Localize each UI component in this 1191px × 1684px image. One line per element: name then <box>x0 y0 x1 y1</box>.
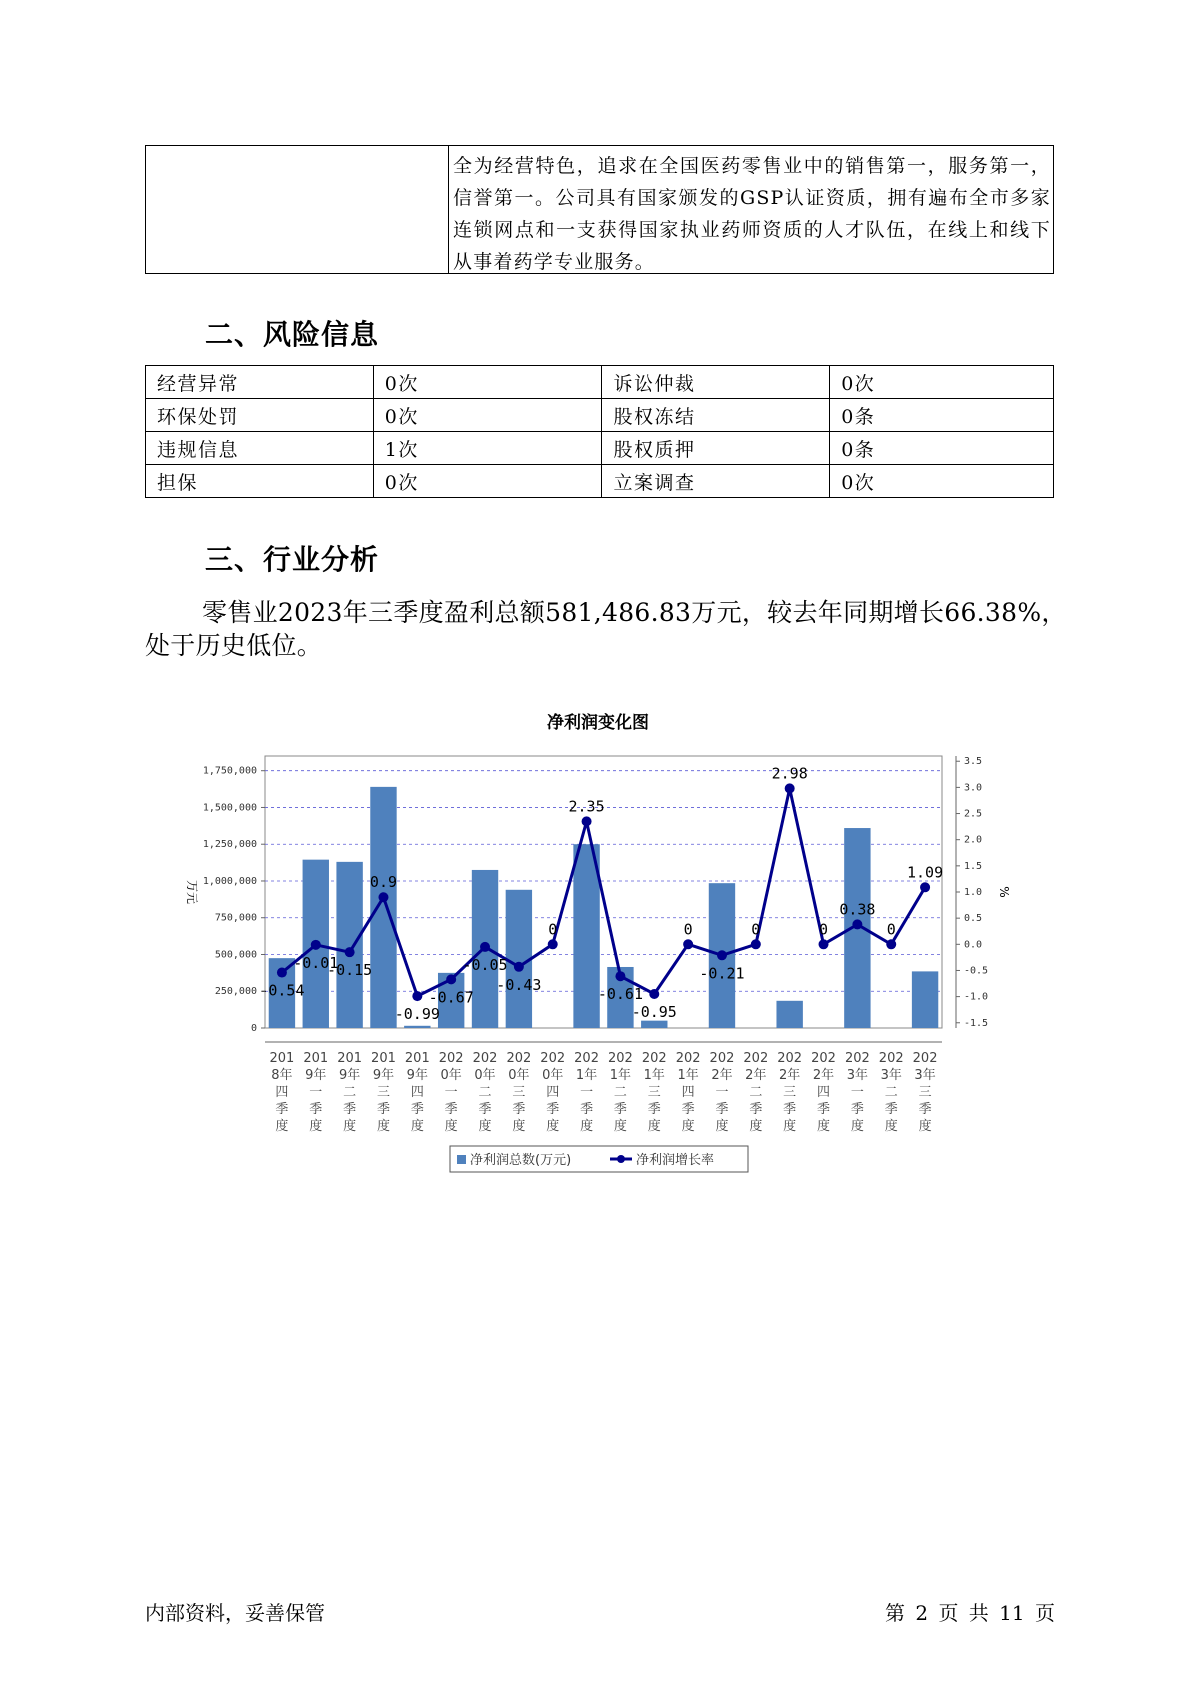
x-tick-label: 201 <box>303 1051 329 1066</box>
x-tick-label: 三 <box>647 1085 661 1100</box>
y2-tick-label: 0.0 <box>964 939 983 951</box>
x-tick-label: 0年 <box>474 1068 496 1083</box>
growth-point <box>852 919 862 929</box>
x-tick-label: 度 <box>546 1119 560 1134</box>
growth-point <box>345 947 355 957</box>
x-tick-label: 度 <box>580 1119 594 1134</box>
x-tick-label: 季 <box>309 1102 323 1117</box>
company-intro-table <box>145 145 1054 274</box>
x-tick-label: 二 <box>749 1085 763 1100</box>
x-tick-label: 2年 <box>779 1068 801 1083</box>
risk-label: 诉讼仲裁 <box>602 366 830 399</box>
x-tick-label: 度 <box>444 1119 458 1134</box>
x-tick-label: 度 <box>376 1119 390 1134</box>
growth-data-label: -0.15 <box>327 961 373 980</box>
y2-tick-label: 2.0 <box>964 834 983 846</box>
growth-point <box>548 939 558 949</box>
x-tick-label: 0年 <box>542 1068 564 1083</box>
x-tick-label: 3年 <box>914 1068 936 1083</box>
risk-label: 股权冻结 <box>602 399 830 432</box>
x-tick-label: 0年 <box>508 1068 530 1083</box>
growth-data-label: 2.35 <box>568 797 605 816</box>
x-tick-label: 四 <box>817 1085 831 1100</box>
growth-data-label: -0.01 <box>293 953 339 972</box>
x-tick-label: 季 <box>478 1102 492 1117</box>
y2-tick-label: 2.5 <box>964 808 983 820</box>
table-row <box>146 399 1054 432</box>
bar <box>641 1021 667 1028</box>
x-tick-label: 季 <box>647 1102 661 1117</box>
x-tick-label: 9年 <box>372 1068 395 1083</box>
legend-bar-swatch <box>457 1155 466 1164</box>
chart-title: 净利润变化图 <box>547 713 649 733</box>
growth-data-label: 0 <box>548 920 558 939</box>
x-tick-label: 四 <box>546 1085 560 1100</box>
x-tick-label: 季 <box>580 1102 594 1117</box>
growth-data-label: -0.21 <box>699 964 745 983</box>
x-tick-label: 度 <box>512 1119 526 1134</box>
x-tick-label: 1年 <box>575 1068 598 1083</box>
growth-point <box>649 989 659 999</box>
x-tick-label: 202 <box>844 1051 870 1066</box>
bar <box>776 1001 802 1028</box>
y-tick-label: 1,250,000 <box>202 839 257 851</box>
x-tick-label: 202 <box>777 1051 803 1066</box>
growth-data-label: -0.95 <box>631 1003 677 1021</box>
growth-data-label: 0 <box>751 920 761 939</box>
page-number: 第 2 页 共 11 页 <box>885 1601 1055 1625</box>
table-row <box>146 432 1054 465</box>
y-tick-label: 1,750,000 <box>202 765 257 777</box>
growth-data-label: 0 <box>819 920 829 939</box>
risk-value: 0次 <box>373 399 602 432</box>
x-tick-label: 季 <box>512 1102 526 1117</box>
x-tick-label: 2年 <box>711 1068 733 1083</box>
x-tick-label: 季 <box>410 1102 424 1117</box>
growth-point <box>277 968 287 978</box>
x-tick-label: 2年 <box>812 1068 835 1083</box>
x-tick-label: 202 <box>506 1051 532 1066</box>
x-tick-label: 度 <box>850 1119 864 1134</box>
x-tick-label: 季 <box>275 1102 289 1117</box>
risk-value: 0条 <box>830 399 1054 432</box>
growth-point <box>920 882 930 892</box>
bar <box>370 787 396 1028</box>
x-tick-label: 202 <box>878 1051 904 1066</box>
growth-point <box>615 971 625 981</box>
bar <box>912 971 938 1028</box>
x-tick-label: 度 <box>681 1119 695 1134</box>
x-tick-label: 202 <box>540 1051 566 1066</box>
growth-data-label: 0.38 <box>839 900 876 919</box>
growth-data-label: -0.61 <box>597 985 644 1004</box>
y-tick-label: 1,500,000 <box>202 802 257 814</box>
risk-label: 环保处罚 <box>146 399 374 432</box>
growth-point <box>751 939 761 949</box>
x-tick-label: 202 <box>472 1051 498 1066</box>
x-tick-label: 二 <box>613 1085 627 1100</box>
y-tick-label: 750,000 <box>214 912 257 924</box>
x-tick-label: 度 <box>884 1119 898 1134</box>
x-tick-label: 0年 <box>440 1068 462 1083</box>
risk-value: 0次 <box>830 465 1054 498</box>
legend-line-label: 净利润增长率 <box>636 1153 715 1168</box>
x-tick-label: 度 <box>613 1119 627 1134</box>
x-tick-label: 度 <box>343 1119 357 1134</box>
industry-section-heading: 三、行业分析 <box>205 543 380 576</box>
table-row <box>146 465 1054 498</box>
x-tick-label: 季 <box>850 1102 864 1117</box>
legend-line-marker <box>617 1155 625 1163</box>
x-tick-label: 9年 <box>305 1068 327 1083</box>
x-tick-label: 季 <box>749 1102 763 1117</box>
x-tick-label: 季 <box>444 1102 458 1117</box>
y-tick-label: 250,000 <box>214 986 257 998</box>
x-tick-label: 202 <box>743 1051 769 1066</box>
x-tick-label: 四 <box>410 1085 424 1100</box>
y2-tick-label: 3.5 <box>964 756 983 768</box>
growth-data-label: -0.05 <box>462 955 508 974</box>
growth-point <box>819 939 829 949</box>
table-row <box>146 366 1054 399</box>
x-tick-label: 度 <box>309 1119 323 1134</box>
y2-tick-label: 1.0 <box>964 887 983 898</box>
growth-data-label: 0 <box>886 920 896 939</box>
x-tick-label: 201 <box>404 1051 430 1066</box>
x-tick-label: 三 <box>512 1085 526 1100</box>
x-tick-label: 1年 <box>677 1068 699 1083</box>
intro-table-label-cell <box>146 146 449 273</box>
risk-value: 0次 <box>373 465 602 498</box>
x-tick-label: 度 <box>715 1119 729 1134</box>
growth-data-label: 2.98 <box>771 764 808 783</box>
x-tick-label: 202 <box>438 1051 464 1066</box>
bar <box>336 862 362 1028</box>
x-tick-label: 9年 <box>338 1068 361 1083</box>
growth-data-label: -0.67 <box>428 988 474 1007</box>
x-tick-label: 201 <box>371 1051 396 1066</box>
y2-tick-label: -0.5 <box>964 965 989 977</box>
x-tick-label: 三 <box>783 1085 797 1100</box>
x-tick-label: 二 <box>884 1085 898 1100</box>
x-tick-label: 一 <box>580 1085 594 1100</box>
x-tick-label: 二 <box>478 1085 492 1100</box>
y2-tick-label: -1.0 <box>964 991 989 1003</box>
x-tick-label: 201 <box>337 1051 363 1066</box>
x-tick-label: 三 <box>376 1085 390 1100</box>
x-tick-label: 一 <box>850 1085 864 1100</box>
x-tick-label: 季 <box>613 1102 627 1117</box>
x-tick-label: 202 <box>675 1051 701 1066</box>
x-tick-label: 一 <box>309 1085 323 1100</box>
x-tick-label: 季 <box>918 1102 932 1117</box>
company-intro-text: 全为经营特色，追求在全国医药零售业中的销售第一，服务第一，信誉第一。公司具有国家颁发的GSP认证资质，拥有遍布全市多家连锁网点和一支获得国家执业药师资质的人才队伍，在线上和线下从事着药学专业服务。 <box>453 155 1051 273</box>
y2-tick-label: -1.5 <box>964 1017 989 1029</box>
risk-label: 股权质押 <box>602 432 830 465</box>
growth-point <box>717 950 727 960</box>
x-tick-label: 度 <box>817 1119 831 1134</box>
risk-label: 违规信息 <box>146 432 374 465</box>
x-tick-label: 季 <box>884 1102 898 1117</box>
growth-point <box>378 892 388 902</box>
growth-point <box>886 939 896 949</box>
x-tick-label: 3年 <box>880 1068 902 1083</box>
growth-point <box>311 940 321 950</box>
x-tick-label: 度 <box>410 1119 424 1134</box>
risk-value: 0条 <box>830 432 1054 465</box>
x-tick-label: 季 <box>817 1102 831 1117</box>
bar <box>404 1026 430 1028</box>
industry-paragraph: 零售业2023年三季度盈利总额581,486.83万元，较去年同期增长66.38%，处于历史低位。 <box>145 598 1067 660</box>
x-tick-label: 度 <box>478 1119 492 1134</box>
x-tick-label: 四 <box>681 1085 695 1100</box>
risk-label: 担保 <box>146 465 374 498</box>
x-tick-label: 1年 <box>643 1068 665 1083</box>
growth-point <box>480 942 490 952</box>
x-tick-label: 季 <box>783 1102 797 1117</box>
x-tick-label: 202 <box>574 1051 599 1066</box>
growth-data-label: 0.9 <box>369 873 398 892</box>
x-tick-label: 1年 <box>609 1068 632 1083</box>
x-tick-label: 季 <box>546 1102 560 1117</box>
y-tick-label: 1,000,000 <box>202 875 257 887</box>
x-tick-label: 202 <box>709 1051 735 1066</box>
x-tick-label: 一 <box>444 1085 458 1100</box>
x-tick-label: 201 <box>269 1051 295 1066</box>
chart-legend <box>450 1146 748 1172</box>
growth-point <box>412 991 422 1001</box>
x-tick-label: 9年 <box>406 1068 428 1083</box>
x-tick-label: 202 <box>641 1051 667 1066</box>
growth-point <box>446 974 456 984</box>
bar <box>573 844 599 1028</box>
legend-bar-label: 净利润总数(万元) <box>470 1153 572 1168</box>
x-tick-label: 四 <box>275 1085 289 1100</box>
x-tick-label: 三 <box>918 1085 932 1100</box>
risk-label: 立案调查 <box>602 465 830 498</box>
footer-confidential-note: 内部资料，妥善保管 <box>145 1601 325 1625</box>
y-axis-label: 万元 <box>185 879 199 905</box>
x-tick-label: 度 <box>918 1119 932 1134</box>
x-tick-label: 8年 <box>271 1068 293 1083</box>
y2-tick-label: 0.5 <box>964 913 983 925</box>
growth-point <box>514 962 524 972</box>
y-tick-label: 500,000 <box>214 949 257 961</box>
risk-section-heading: 二、风险信息 <box>205 318 380 351</box>
growth-point <box>582 816 592 826</box>
x-tick-label: 度 <box>783 1119 797 1134</box>
x-tick-label: 2年 <box>745 1068 767 1083</box>
x-tick-label: 度 <box>275 1119 289 1134</box>
y-tick-label: 0 <box>250 1023 257 1034</box>
growth-data-label: -0.43 <box>496 975 542 994</box>
x-tick-label: 一 <box>715 1085 729 1100</box>
y2-tick-label: 3.0 <box>964 782 983 794</box>
x-tick-label: 202 <box>912 1051 938 1066</box>
risk-value: 0次 <box>373 366 602 399</box>
y2-axis-label: % <box>997 886 1011 898</box>
risk-info-table <box>145 365 1054 498</box>
growth-point <box>785 783 795 793</box>
risk-label: 经营异常 <box>146 366 374 399</box>
x-tick-label: 季 <box>715 1102 729 1117</box>
x-tick-label: 3年 <box>846 1068 869 1083</box>
x-tick-label: 度 <box>749 1119 763 1134</box>
y2-tick-label: 1.5 <box>964 860 983 872</box>
risk-value: 0次 <box>830 366 1054 399</box>
x-tick-label: 202 <box>811 1051 836 1066</box>
risk-value: 1次 <box>373 432 602 465</box>
x-tick-label: 202 <box>608 1051 633 1066</box>
x-tick-label: 二 <box>343 1085 357 1100</box>
x-tick-label: 季 <box>376 1102 390 1117</box>
x-tick-label: 季 <box>681 1102 695 1117</box>
growth-data-label: -0.54 <box>259 981 305 1000</box>
growth-data-label: 1.09 <box>907 863 944 882</box>
x-tick-label: 季 <box>343 1102 357 1117</box>
growth-data-label: -0.99 <box>394 1005 440 1024</box>
x-tick-label: 度 <box>647 1119 661 1134</box>
growth-data-label: 0 <box>683 920 693 939</box>
growth-point <box>683 939 693 949</box>
net-profit-chart <box>170 700 1020 1180</box>
